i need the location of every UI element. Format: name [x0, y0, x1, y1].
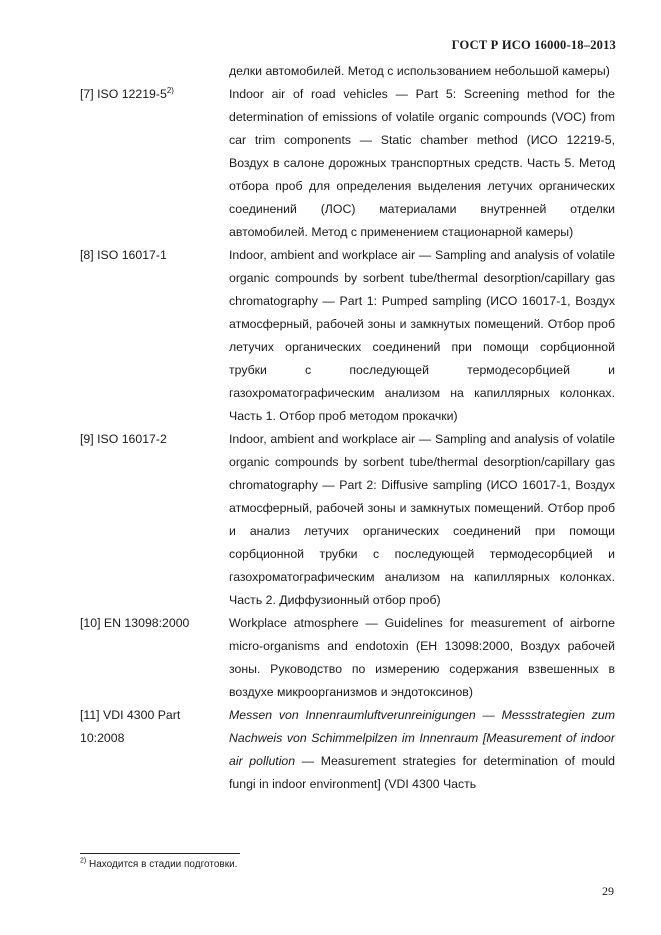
- standard-header: ГОСТ Р ИСО 16000-18–2013: [451, 38, 616, 52]
- bibliography-entry-10: [80, 612, 615, 704]
- bibliography-entry-7: [80, 83, 615, 244]
- entry-title-italic: Messen von Innenraumluftverunreinigungen — Messstrategien zum Nachweis von Schimmelpilzen im Innenraum [Measurement of indoor air pollution: [229, 708, 615, 768]
- entry-text-plain: — Measurement strategies for determination of mould fungi in indoor environment] (VDI 4300 Часть: [229, 754, 616, 791]
- bibliography-entry-9: [80, 428, 615, 612]
- entry-number: [9] ISO 16017-2: [80, 432, 167, 446]
- entry-number: [7] ISO 12219-5$^{2)}$: [80, 85, 174, 101]
- entry-number: [10] EN 13098:2000: [80, 616, 190, 630]
- bibliography-entry-11: [80, 704, 615, 796]
- footnote-text: Находится в стадии подготовки.: [86, 859, 238, 870]
- entry-number: [8] ISO 16017-1: [80, 248, 167, 262]
- entry-number: [11] VDI 4300 Part 10:2008: [80, 708, 181, 745]
- entry-text: Indoor air of road vehicles — Part 5: Screening method for the determination of emissions of volatile organic compounds (VOC) from car trim components — Static chamber method (ИСО 12219-5, Воздух в салоне дорожных транспортных средств. Часть 5. Метод отбора проб для определения выделения летучих органических соединений (ЛОС) материалами внутренней отделки автомобилей. Метод с применением стационарной камеры): [229, 87, 615, 239]
- footnote: [80, 859, 237, 870]
- bibliography-entry-continuation: [80, 60, 615, 83]
- footnote-divider: [80, 853, 240, 854]
- entry-text: [229, 704, 615, 796]
- bibliography-entry-8: [80, 244, 615, 428]
- entry-text: Indoor, ambient and workplace air — Sampling and analysis of volatile organic compounds by sorbent tube/thermal desorption/capillary gas chromatography — Part 2: Diffusive sampling (ИСО 16017-1, Воздух атмосферный, рабочей зоны и замкнутых помещений. Отбор проб и анализ летучих органических соединений при помощи сорбционной трубки с последующей термодесорбцией и газохроматографическим анализом на капиллярных колонках. Часть 2. Диффузионный отбор проб): [229, 432, 615, 607]
- entry-text: делки автомобилей. Метод с использованием небольшой камеры): [229, 64, 610, 78]
- footnote-marker: 2): [166, 85, 174, 95]
- page-number: 29: [602, 884, 614, 898]
- footnote-marker: 2): [80, 857, 87, 865]
- entry-text: Indoor, ambient and workplace air — Sampling and analysis of volatile organic compounds by sorbent tube/thermal desorption/capillary gas chromatography — Part 1: Pumped sampling (ИСО 16017-1, Воздух атмосферный, рабочей зоны и замкнутых помещений. Отбор проб летучих органических соединений при помощи сорбционной трубки с последующей термодесорбцией и газохроматографическим анализом на капиллярных колонках. Часть 1. Отбор проб методом прокачки): [229, 248, 615, 423]
- entry-text: Workplace atmosphere — Guidelines for measurement of airborne micro-organisms and endotoxin (ЕН 13098:2000, Воздух рабочей зоны. Руководство по измерению содержания взвешенных в воздухе микроорганизмов и эндотоксинов): [229, 616, 615, 699]
- bibliography-list: [80, 60, 615, 796]
